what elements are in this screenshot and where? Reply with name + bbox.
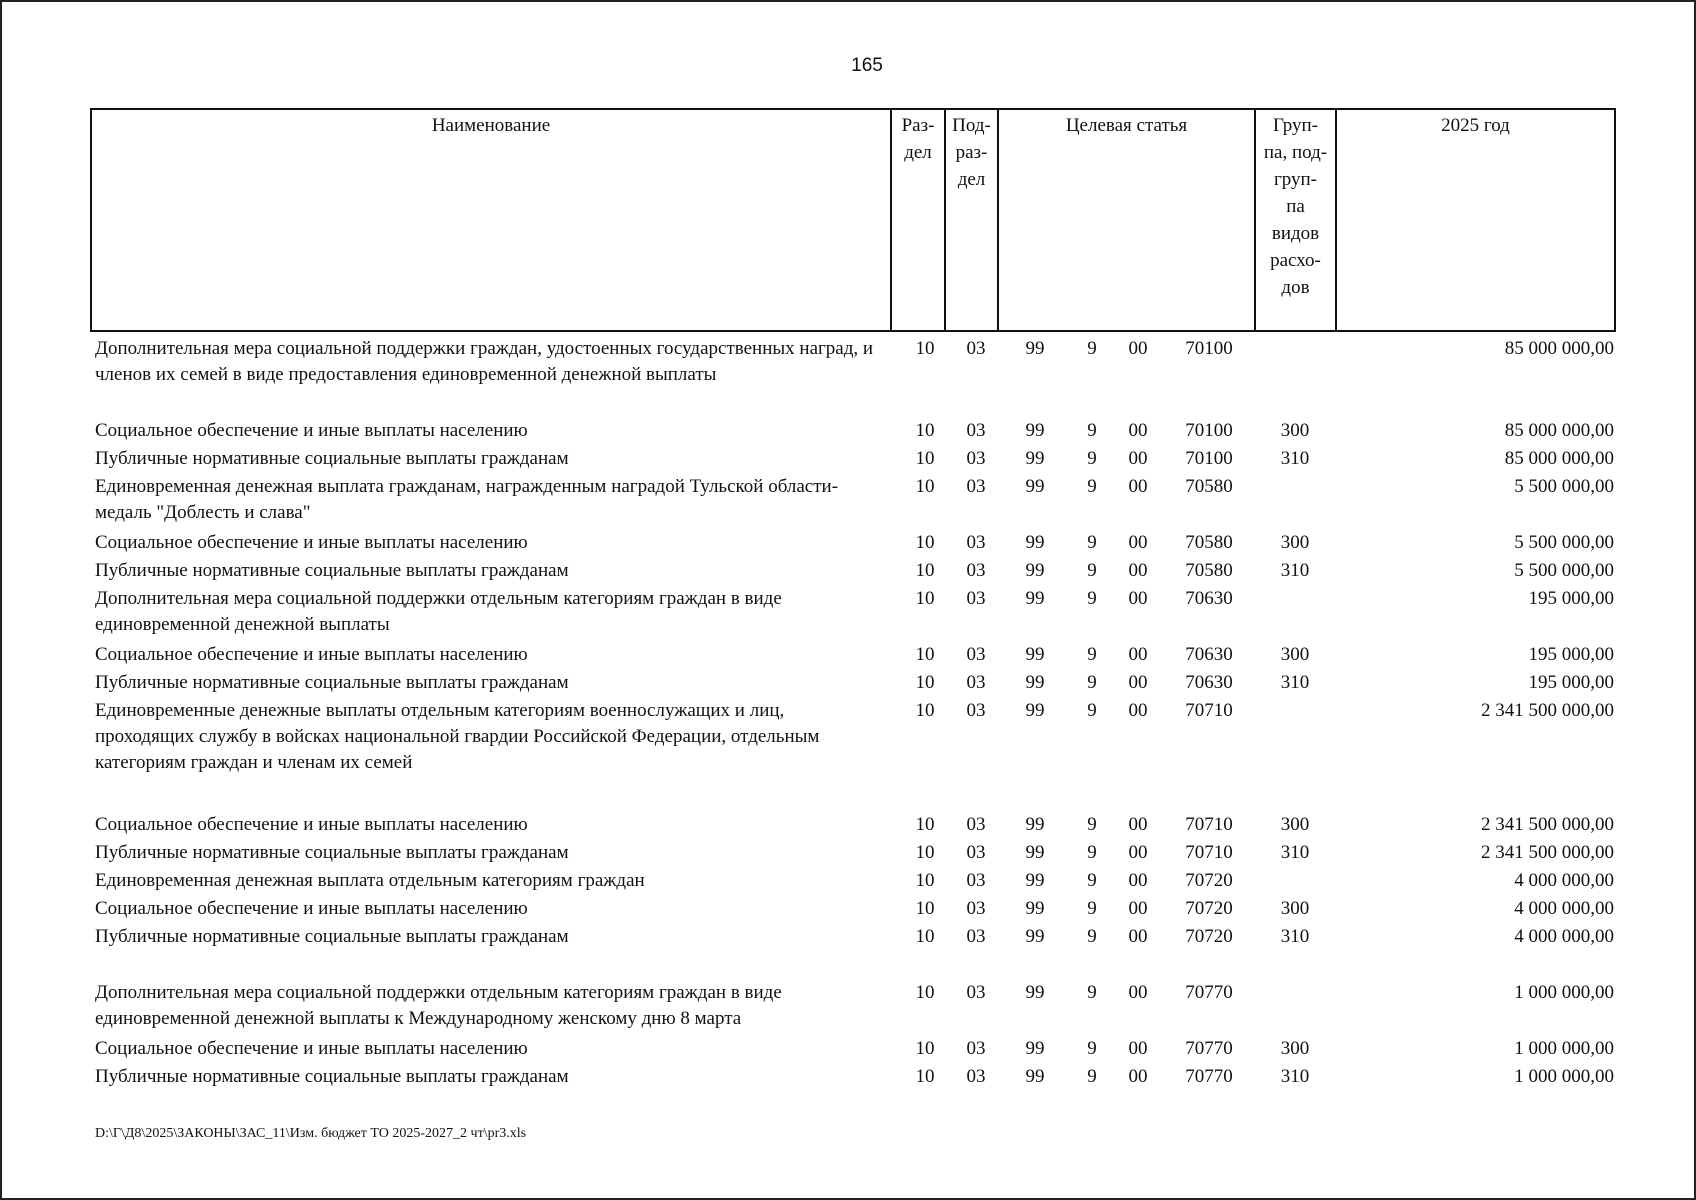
- row-razdel: 10: [915, 420, 935, 441]
- row-target-code: 70770: [1185, 982, 1233, 1003]
- row-target-program: 99: [1025, 700, 1045, 721]
- row-target-code: 70630: [1185, 644, 1233, 665]
- row-target-subprogram: 9: [1087, 644, 1097, 665]
- row-target-subprogram: 9: [1087, 476, 1097, 497]
- row-target-program: 99: [1025, 898, 1045, 919]
- row-amount: 2 341 500 000,00: [1481, 700, 1614, 721]
- row-amount: 85 000 000,00: [1504, 338, 1614, 359]
- row-target-subprogram: 9: [1087, 532, 1097, 553]
- row-podrazdel: 03: [966, 476, 986, 497]
- row-razdel: 10: [915, 532, 935, 553]
- row-podrazdel: 03: [966, 700, 986, 721]
- row-target-subprogram: 9: [1087, 588, 1097, 609]
- row-name: Социальное обеспечение и иные выплаты населению: [95, 898, 528, 919]
- row-podrazdel: 03: [966, 1066, 986, 1087]
- row-name: Единовременная денежная выплата отдельным категориям граждан: [95, 870, 645, 891]
- row-podrazdel: 03: [966, 982, 986, 1003]
- row-name: Единовременная денежная выплата гражданам, награжденным наградой Тульской области-медаль "Доблесть и слава": [95, 476, 839, 523]
- row-target-code: 70100: [1185, 420, 1233, 441]
- row-target-subprogram: 9: [1087, 926, 1097, 947]
- row-target-measure: 00: [1128, 926, 1148, 947]
- row-name: Публичные нормативные социальные выплаты гражданам: [95, 448, 569, 469]
- row-target-code: 70770: [1185, 1066, 1233, 1087]
- row-name: Публичные нормативные социальные выплаты гражданам: [95, 672, 569, 693]
- row-razdel: 10: [915, 982, 935, 1003]
- row-name: Публичные нормативные социальные выплаты гражданам: [95, 560, 569, 581]
- row-razdel: 10: [915, 338, 935, 359]
- row-target-subprogram: 9: [1087, 672, 1097, 693]
- header-razdel-line: Раз-: [901, 115, 935, 136]
- row-target-code: 70720: [1185, 898, 1233, 919]
- row-podrazdel: 03: [966, 420, 986, 441]
- header-podrazdel-line: Под-: [952, 115, 991, 136]
- row-target-program: 99: [1025, 448, 1045, 469]
- row-target-program: 99: [1025, 982, 1045, 1003]
- row-target-code: 70630: [1185, 588, 1233, 609]
- row-expense-group: 300: [1280, 898, 1310, 919]
- row-razdel: 10: [915, 842, 935, 863]
- row-amount: 1 000 000,00: [1514, 1038, 1614, 1059]
- row-target-measure: 00: [1128, 420, 1148, 441]
- row-amount: 5 500 000,00: [1514, 560, 1614, 581]
- row-target-measure: 00: [1128, 532, 1148, 553]
- header-celevaya-label: Целевая статья: [1065, 115, 1188, 136]
- row-target-measure: 00: [1128, 700, 1148, 721]
- row-name: Дополнительная мера социальной поддержки отдельным категориям граждан в виде единовременной денежной выплаты: [95, 588, 782, 635]
- row-razdel: 10: [915, 898, 935, 919]
- row-target-program: 99: [1025, 560, 1045, 581]
- row-target-measure: 00: [1128, 982, 1148, 1003]
- row-razdel: 10: [915, 1038, 935, 1059]
- row-razdel: 10: [915, 644, 935, 665]
- row-amount: 195 000,00: [1528, 672, 1614, 693]
- row-expense-group: 300: [1280, 532, 1310, 553]
- row-podrazdel: 03: [966, 644, 986, 665]
- row-amount: 4 000 000,00: [1514, 926, 1614, 947]
- row-target-subprogram: 9: [1087, 560, 1097, 581]
- row-target-subprogram: 9: [1087, 898, 1097, 919]
- row-amount: 195 000,00: [1528, 644, 1614, 665]
- row-target-code: 70710: [1185, 814, 1233, 835]
- row-target-code: 70720: [1185, 870, 1233, 891]
- row-target-subprogram: 9: [1087, 870, 1097, 891]
- row-razdel: 10: [915, 448, 935, 469]
- row-target-program: 99: [1025, 672, 1045, 693]
- row-target-program: 99: [1025, 842, 1045, 863]
- row-target-subprogram: 9: [1087, 1038, 1097, 1059]
- row-name: Дополнительная мера социальной поддержки граждан, удостоенных государственных наград, и членов их семей в виде предоставления единовременной денежной выплаты: [95, 338, 874, 385]
- row-razdel: 10: [915, 926, 935, 947]
- row-razdel: 10: [915, 588, 935, 609]
- row-target-measure: 00: [1128, 560, 1148, 581]
- row-target-measure: 00: [1128, 338, 1148, 359]
- file-path-footer: D:\Г\Д8\2025\ЗАКОНЫ\ЗАС_11\Изм. бюджет ТО 2025-2027_2 чт\pr3.xls: [95, 1126, 527, 1141]
- row-amount: 4 000 000,00: [1514, 898, 1614, 919]
- row-target-program: 99: [1025, 644, 1045, 665]
- header-celevaya: [999, 110, 1256, 330]
- row-target-subprogram: 9: [1087, 338, 1097, 359]
- row-target-program: 99: [1025, 338, 1045, 359]
- header-year-label: 2025 год: [1441, 115, 1510, 136]
- row-target-measure: 00: [1128, 842, 1148, 863]
- row-target-program: 99: [1025, 814, 1045, 835]
- row-target-measure: 00: [1128, 672, 1148, 693]
- header-gruppa-line: груп-: [1273, 169, 1318, 190]
- row-target-subprogram: 9: [1087, 448, 1097, 469]
- header-gruppa-line: па: [1286, 196, 1305, 217]
- row-podrazdel: 03: [966, 560, 986, 581]
- row-razdel: 10: [915, 700, 935, 721]
- row-expense-group: 310: [1280, 842, 1310, 863]
- row-name: Социальное обеспечение и иные выплаты населению: [95, 532, 528, 553]
- row-podrazdel: 03: [966, 448, 986, 469]
- row-target-code: 70100: [1185, 448, 1233, 469]
- row-target-program: 99: [1025, 532, 1045, 553]
- row-amount: 85 000 000,00: [1504, 420, 1614, 441]
- row-target-measure: 00: [1128, 814, 1148, 835]
- row-podrazdel: 03: [966, 532, 986, 553]
- header-gruppa-line: видов: [1271, 223, 1320, 244]
- row-target-code: 70720: [1185, 926, 1233, 947]
- row-podrazdel: 03: [966, 588, 986, 609]
- header-podrazdel: [946, 110, 999, 330]
- row-target-program: 99: [1025, 420, 1045, 441]
- row-amount: 85 000 000,00: [1504, 448, 1614, 469]
- row-target-measure: 00: [1128, 1066, 1148, 1087]
- row-razdel: 10: [915, 476, 935, 497]
- header-gruppa-line: дов: [1281, 277, 1310, 298]
- row-target-program: 99: [1025, 870, 1045, 891]
- header-podrazdel-line: раз-: [955, 142, 988, 163]
- row-expense-group: 300: [1280, 1038, 1310, 1059]
- row-name: Социальное обеспечение и иные выплаты населению: [95, 1038, 528, 1059]
- row-name: Публичные нормативные социальные выплаты гражданам: [95, 1066, 569, 1087]
- row-podrazdel: 03: [966, 926, 986, 947]
- row-expense-group: 310: [1280, 560, 1310, 581]
- row-podrazdel: 03: [966, 1038, 986, 1059]
- row-name: Социальное обеспечение и иные выплаты населению: [95, 644, 528, 665]
- row-razdel: 10: [915, 814, 935, 835]
- row-amount: 1 000 000,00: [1514, 982, 1614, 1003]
- row-target-subprogram: 9: [1087, 814, 1097, 835]
- row-target-program: 99: [1025, 588, 1045, 609]
- row-name: Дополнительная мера социальной поддержки отдельным категориям граждан в виде единовременной денежной выплаты к Международному женскому дню 8 марта: [95, 982, 782, 1029]
- row-amount: 2 341 500 000,00: [1481, 814, 1614, 835]
- row-razdel: 10: [915, 672, 935, 693]
- row-target-program: 99: [1025, 476, 1045, 497]
- row-amount: 1 000 000,00: [1514, 1066, 1614, 1087]
- header-year: [1337, 110, 1614, 330]
- row-target-program: 99: [1025, 926, 1045, 947]
- row-name: Публичные нормативные социальные выплаты гражданам: [95, 842, 569, 863]
- header-razdel-line: дел: [904, 142, 932, 163]
- row-target-measure: 00: [1128, 448, 1148, 469]
- header-name: [92, 110, 892, 330]
- header-podrazdel-line: дел: [957, 169, 986, 190]
- row-podrazdel: 03: [966, 898, 986, 919]
- row-name: Социальное обеспечение и иные выплаты населению: [95, 420, 528, 441]
- row-name: Публичные нормативные социальные выплаты гражданам: [95, 926, 569, 947]
- row-podrazdel: 03: [966, 814, 986, 835]
- row-target-subprogram: 9: [1087, 700, 1097, 721]
- row-razdel: 10: [915, 1066, 935, 1087]
- row-target-measure: 00: [1128, 898, 1148, 919]
- page-number: 165: [851, 55, 883, 76]
- row-expense-group: 310: [1280, 448, 1310, 469]
- table-header: [90, 108, 1616, 332]
- row-razdel: 10: [915, 870, 935, 891]
- row-target-program: 99: [1025, 1038, 1045, 1059]
- row-target-code: 70710: [1185, 700, 1233, 721]
- row-target-measure: 00: [1128, 476, 1148, 497]
- row-podrazdel: 03: [966, 338, 986, 359]
- row-target-code: 70580: [1185, 532, 1233, 553]
- row-razdel: 10: [915, 560, 935, 581]
- row-amount: 2 341 500 000,00: [1481, 842, 1614, 863]
- row-expense-group: 310: [1280, 926, 1310, 947]
- row-amount: 4 000 000,00: [1514, 870, 1614, 891]
- row-target-subprogram: 9: [1087, 982, 1097, 1003]
- row-expense-group: 310: [1280, 1066, 1310, 1087]
- header-gruppa: [1256, 110, 1337, 330]
- row-target-code: 70630: [1185, 672, 1233, 693]
- row-expense-group: 300: [1280, 644, 1310, 665]
- row-podrazdel: 03: [966, 870, 986, 891]
- row-target-code: 70580: [1185, 476, 1233, 497]
- row-podrazdel: 03: [966, 842, 986, 863]
- row-target-measure: 00: [1128, 644, 1148, 665]
- header-gruppa-line: расхо-: [1270, 250, 1321, 271]
- row-amount: 5 500 000,00: [1514, 476, 1614, 497]
- header-gruppa-line: па, под-: [1263, 142, 1328, 163]
- row-target-code: 70580: [1185, 560, 1233, 581]
- header-name-label: Наименование: [431, 115, 551, 136]
- row-target-program: 99: [1025, 1066, 1045, 1087]
- header-gruppa-line: Груп-: [1272, 115, 1319, 136]
- row-podrazdel: 03: [966, 672, 986, 693]
- row-expense-group: 300: [1280, 420, 1310, 441]
- row-target-measure: 00: [1128, 1038, 1148, 1059]
- row-name: Единовременные денежные выплаты отдельным категориям военнослужащих и лиц, проходящих службу в войсках национальной гвардии Российской Федерации, отдельным категориям граждан и членам их семей: [95, 700, 820, 773]
- row-expense-group: 310: [1280, 672, 1310, 693]
- row-target-code: 70770: [1185, 1038, 1233, 1059]
- row-name: Социальное обеспечение и иные выплаты населению: [95, 814, 528, 835]
- row-target-code: 70100: [1185, 338, 1233, 359]
- row-target-subprogram: 9: [1087, 1066, 1097, 1087]
- row-expense-group: 300: [1280, 814, 1310, 835]
- row-target-subprogram: 9: [1087, 842, 1097, 863]
- row-amount: 195 000,00: [1528, 588, 1614, 609]
- row-target-subprogram: 9: [1087, 420, 1097, 441]
- row-target-measure: 00: [1128, 588, 1148, 609]
- row-target-code: 70710: [1185, 842, 1233, 863]
- header-razdel: [892, 110, 946, 330]
- row-target-measure: 00: [1128, 870, 1148, 891]
- row-amount: 5 500 000,00: [1514, 532, 1614, 553]
